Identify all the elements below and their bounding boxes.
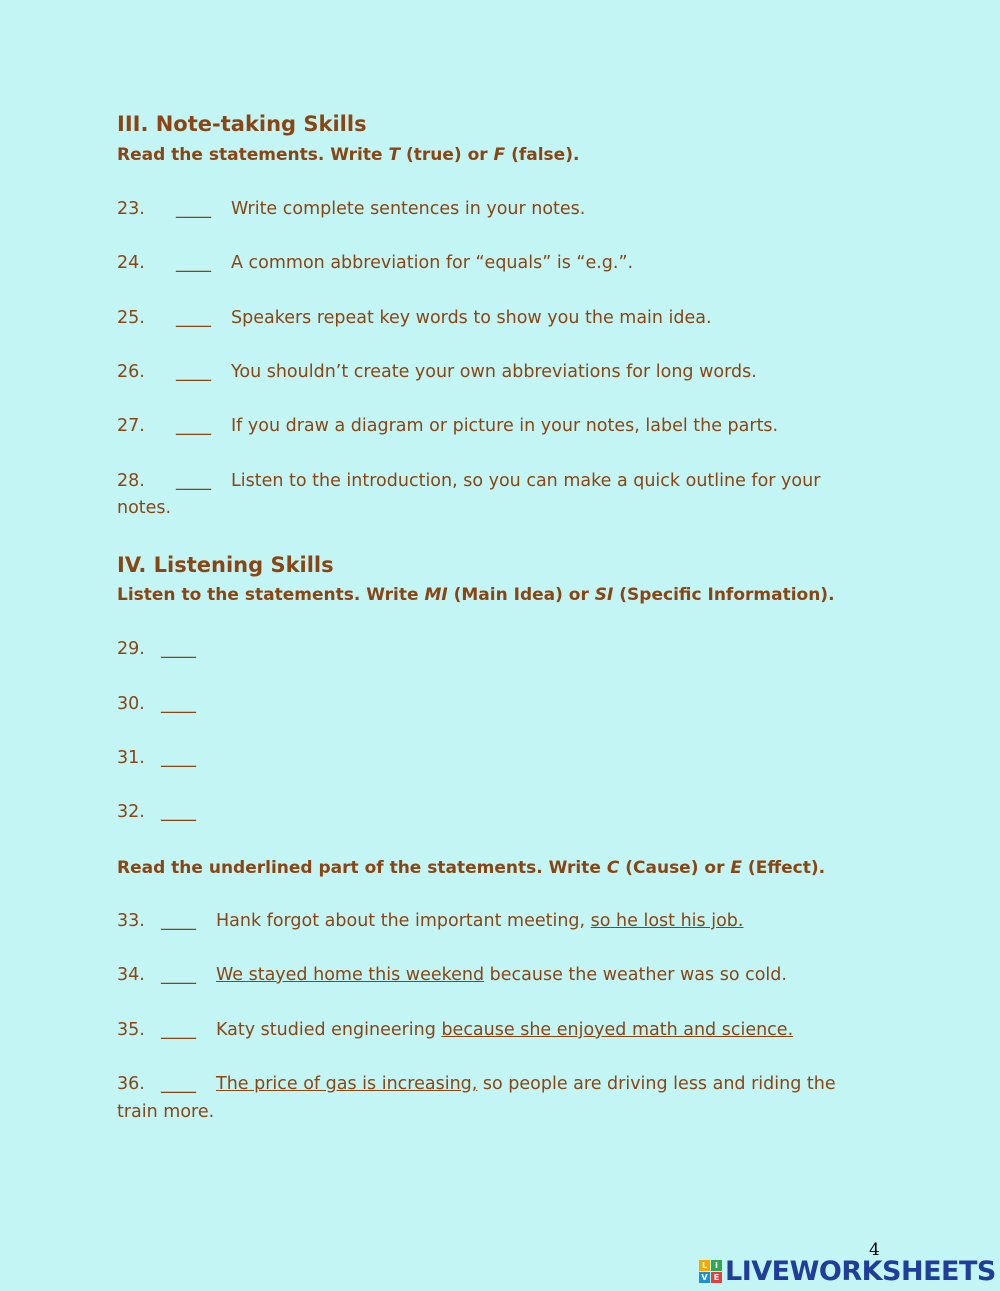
answer-blank[interactable]: ____ [161, 694, 196, 714]
section-instruction-true-false [117, 145, 579, 165]
instruction-text: (true) or [400, 145, 494, 165]
instruction-text: Read the statements. Write [117, 145, 389, 165]
instruction-text: (Main Idea) or [447, 585, 595, 605]
question-number: 24. [117, 253, 145, 273]
question-number: 34. [117, 965, 145, 985]
instruction-code-si: SI [594, 585, 614, 605]
question-28 [117, 471, 820, 491]
question-29 [117, 639, 196, 659]
instruction-letter-c: C [606, 858, 620, 878]
section-instruction-mi-si [117, 585, 835, 605]
instruction-letter-e: E [730, 858, 743, 878]
logo-tile: V [699, 1272, 710, 1283]
instruction-text: (Specific Information). [613, 585, 835, 605]
instruction-text: (Effect). [742, 858, 826, 878]
answer-blank[interactable]: ____ [176, 416, 211, 436]
question-number: 28. [117, 471, 145, 491]
underlined-part: The price of gas is increasing, [216, 1074, 478, 1094]
question-number: 32. [117, 802, 145, 822]
instruction-letter-t: T [388, 145, 401, 165]
question-30 [117, 694, 196, 714]
section-instruction-cause-effect [117, 858, 825, 878]
question-35 [117, 1020, 793, 1040]
question-34 [117, 965, 787, 985]
instruction-letter-f: F [493, 145, 506, 165]
instruction-text: (false). [505, 145, 580, 165]
underlined-part: We stayed home this weekend [216, 965, 485, 985]
answer-blank[interactable]: ____ [161, 1074, 196, 1094]
question-number: 31. [117, 748, 145, 768]
answer-blank[interactable]: ____ [161, 748, 196, 768]
instruction-code-mi: MI [424, 585, 448, 605]
underlined-part: so he lost his job. [590, 911, 744, 931]
question-25 [117, 308, 712, 328]
question-number: 26. [117, 362, 145, 382]
question-23 [117, 199, 585, 219]
question-text: If you draw a diagram or picture in your notes, label the parts. [231, 416, 779, 436]
answer-blank[interactable]: ____ [161, 802, 196, 822]
question-36 [117, 1074, 836, 1094]
logo-text: LIVEWORKSHEETS [725, 1256, 996, 1287]
page-number: 4 [869, 1240, 880, 1260]
question-text: Listen to the introduction, so you can make a quick outline for your [231, 471, 821, 491]
question-text: so people are driving less and riding the [477, 1074, 836, 1094]
question-26 [117, 362, 757, 382]
question-number: 36. [117, 1074, 145, 1094]
logo-tile: I [711, 1260, 722, 1271]
question-number: 27. [117, 416, 145, 436]
answer-blank[interactable]: ____ [176, 471, 211, 491]
question-number: 35. [117, 1020, 145, 1040]
question-number: 29. [117, 639, 145, 659]
answer-blank[interactable]: ____ [176, 199, 211, 219]
question-32 [117, 802, 196, 822]
question-31 [117, 748, 196, 768]
section-title-note-taking: III. Note-taking Skills [117, 112, 367, 136]
liveworksheets-logo [699, 1256, 996, 1287]
question-number: 30. [117, 694, 145, 714]
instruction-text: Read the underlined part of the statements. Write [117, 858, 607, 878]
question-36-continued: train more. [117, 1102, 215, 1122]
logo-tile: E [711, 1272, 722, 1283]
logo-tile: L [699, 1260, 710, 1271]
instruction-text: Listen to the statements. Write [117, 585, 425, 605]
question-text: A common abbreviation for “equals” is “e.g.”. [231, 253, 634, 273]
question-text: Katy studied engineering [216, 1020, 442, 1040]
answer-blank[interactable]: ____ [161, 965, 196, 985]
section-title-listening: IV. Listening Skills [117, 553, 334, 577]
answer-blank[interactable]: ____ [161, 639, 196, 659]
underlined-part: because she enjoyed math and science. [441, 1020, 794, 1040]
question-24 [117, 253, 633, 273]
question-text: Hank forgot about the important meeting, [216, 911, 591, 931]
instruction-text: (Cause) or [619, 858, 731, 878]
question-number: 33. [117, 911, 145, 931]
question-text: Speakers repeat key words to show you the main idea. [231, 308, 712, 328]
question-number: 23. [117, 199, 145, 219]
question-text: Write complete sentences in your notes. [231, 199, 586, 219]
question-text: You shouldn’t create your own abbreviations for long words. [231, 362, 757, 382]
question-33 [117, 911, 743, 931]
answer-blank[interactable]: ____ [161, 911, 196, 931]
answer-blank[interactable]: ____ [176, 362, 211, 382]
question-number: 25. [117, 308, 145, 328]
logo-tiles-icon [699, 1260, 722, 1283]
answer-blank[interactable]: ____ [176, 253, 211, 273]
question-28-continued: notes. [117, 498, 172, 518]
question-text: because the weather was so cold. [484, 965, 787, 985]
answer-blank[interactable]: ____ [176, 308, 211, 328]
answer-blank[interactable]: ____ [161, 1020, 196, 1040]
question-27 [117, 416, 778, 436]
